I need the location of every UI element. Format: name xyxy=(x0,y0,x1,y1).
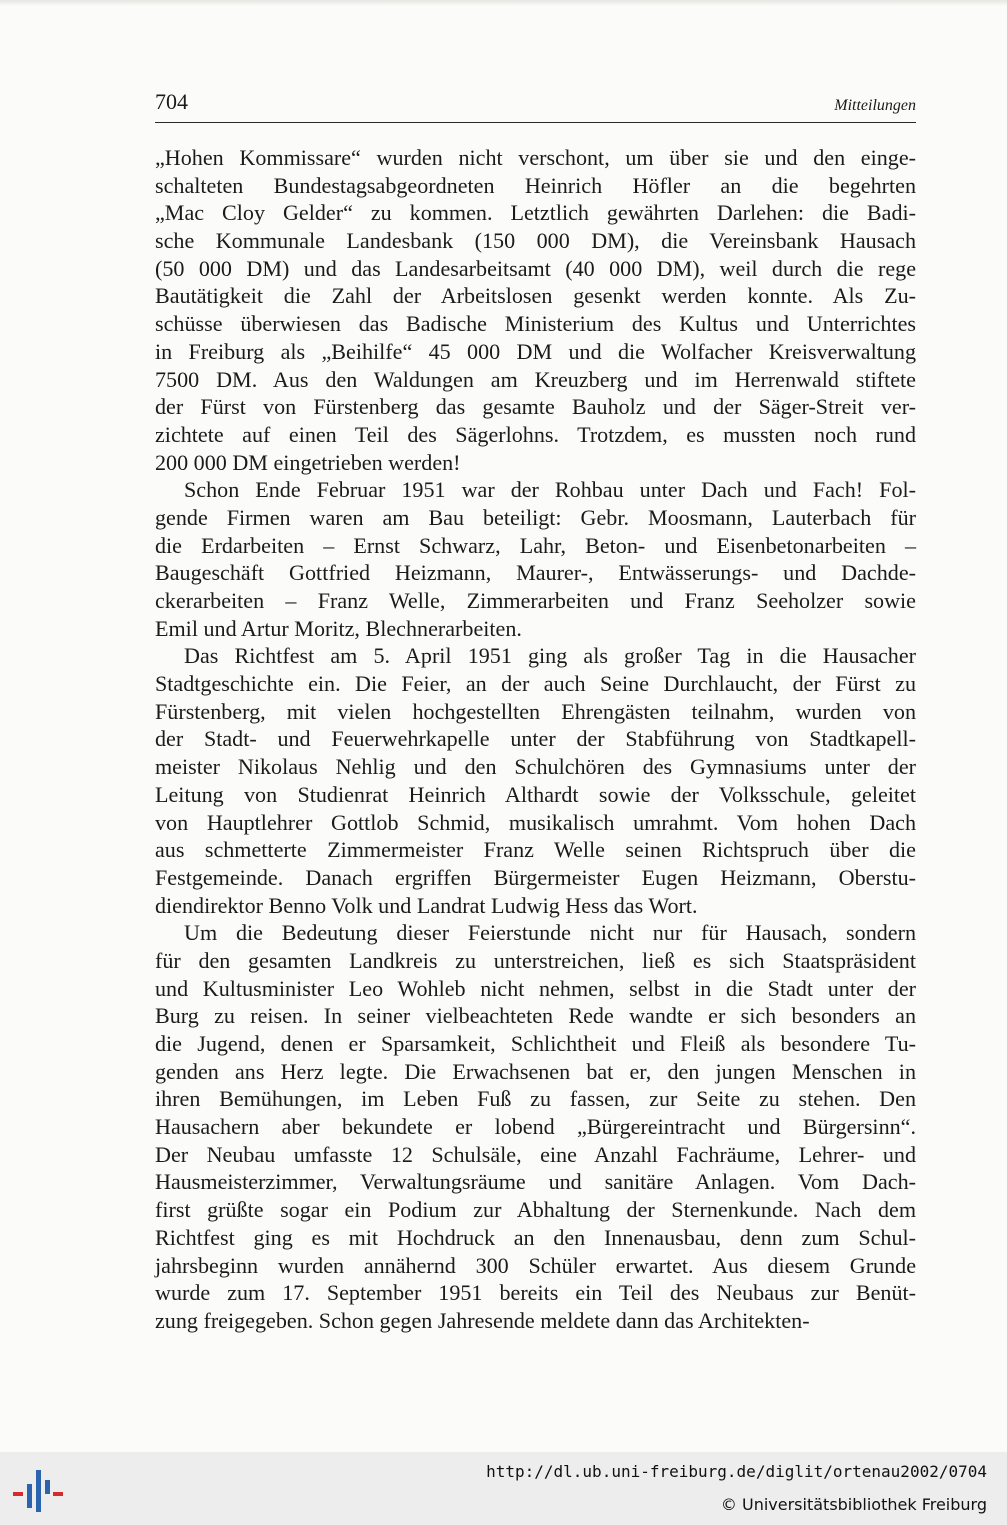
text-line: „Mac Cloy Gelder“ zu kommen. Letztlich gewährten Darlehen: die Badi- xyxy=(155,200,916,226)
text-line: Fürstenberg, mit vielen hochgestellten Ehrengästen teilnahm, wurden von xyxy=(155,698,916,724)
ub-freiburg-logo-icon[interactable] xyxy=(13,1466,63,1516)
text-line: und Kultusminister Leo Wohleb nicht nehmen, selbst in die Stadt unter der xyxy=(155,975,916,1001)
text-line: Stadtgeschichte ein. Die Feier, an der auch Seine Durchlaucht, der Fürst zu xyxy=(155,671,916,697)
text-line: von Hauptlehrer Gottlob Schmid, musikalisch umrahmt. Vom hohen Dach xyxy=(155,809,916,835)
text-line: Der Neubau umfasste 12 Schulsäle, eine Anzahl Fachräume, Lehrer- und xyxy=(155,1141,916,1167)
text-line: Emil und Artur Moritz, Blechnerarbeiten. xyxy=(155,615,522,641)
text-line: sche Kommunale Landesbank (150 000 DM), die Vereinsbank Hausach xyxy=(155,228,916,254)
page-header xyxy=(155,88,916,123)
text-line: Richtfest ging es mit Hochdruck an den Innenausbau, denn zum Schul- xyxy=(155,1224,916,1250)
text-line: zichtete auf einen Teil des Sägerlohns. Trotzdem, es mussten noch rund xyxy=(155,421,916,447)
text-line: die Jugend, denen er Sparsamkeit, Schlichtheit und Fleiß als besondere Tu- xyxy=(155,1031,916,1056)
page-number: 704 xyxy=(155,89,188,114)
paragraph xyxy=(155,476,916,642)
text-line: first grüßte sogar ein Podium zur Abhaltung der Sternenkunde. Nach dem xyxy=(155,1197,916,1223)
page-edge-shadow xyxy=(0,0,1007,6)
text-line: Hausmeisterzimmer, Verwaltungsräume und sanitäre Anlagen. Vom Dach- xyxy=(155,1169,916,1195)
text-line: schalteten Bundestagsabgeordneten Heinrich Höfler an die begehrten xyxy=(155,172,916,198)
running-title: Mitteilungen xyxy=(834,97,916,114)
text-line: Um die Bedeutung dieser Feierstunde nicht nur für Hausach, sondern xyxy=(184,920,916,946)
text-line: meister Nikolaus Nehlig und den Schulchören des Gymnasiums unter der xyxy=(155,754,916,780)
text-line: der Fürst von Fürstenberg das gesamte Bauholz und der Säger-Streit ver- xyxy=(155,394,916,420)
text-line: Bautätigkeit die Zahl der Arbeitslosen gesenkt werden konnte. Als Zu- xyxy=(155,283,916,309)
text-line: Festgemeinde. Danach ergriffen Bürgermeister Eugen Heizmann, Oberstu- xyxy=(155,864,916,890)
text-line: für den gesamten Landkreis zu unterstreichen, ließ es sich Staatspräsident xyxy=(155,947,916,973)
body-text xyxy=(155,144,916,1335)
text-line: zung freigegeben. Schon gegen Jahresende meldete dann das Architekten- xyxy=(155,1307,810,1333)
text-line: aus schmetterte Zimmermeister Franz Welle seinen Richtspruch über die xyxy=(155,837,916,863)
text-line: „Hohen Kommissare“ wurden nicht verschont, um über sie und den einge- xyxy=(155,145,916,170)
text-line: der Stadt- und Feuerwehrkapelle unter der Stabführung von Stadtkapell- xyxy=(155,726,916,752)
paragraph xyxy=(155,642,916,919)
text-line: die Erdarbeiten – Ernst Schwarz, Lahr, Beton- und Eisenbetonarbeiten – xyxy=(155,532,916,558)
text-line: 7500 DM. Aus den Waldungen am Kreuzberg und im Herrenwald stiftete xyxy=(155,366,916,392)
text-line: schüsse überwiesen das Badische Ministerium des Kultus und Unterrichtes xyxy=(155,311,916,337)
text-line: jahrsbeginn wurden annähernd 300 Schüler erwartet. Aus diesem Grunde xyxy=(155,1252,916,1278)
copyright-notice: © Universitätsbibliothek Freiburg xyxy=(720,1495,987,1514)
text-line: in Freiburg als „Beihilfe“ 45 000 DM und die Wolfacher Kreisverwaltung xyxy=(155,338,916,364)
text-line: (50 000 DM) und das Landesarbeitsamt (40 000 DM), weil durch die rege xyxy=(155,255,916,281)
text-line: diendirektor Benno Volk und Landrat Ludwig Hess das Wort. xyxy=(155,892,698,918)
paragraph xyxy=(155,919,916,1334)
text-line: Leitung von Studienrat Heinrich Althardt sowie der Volksschule, geleitet xyxy=(155,781,916,807)
text-line: gende Firmen waren am Bau beteiligt: Gebr. Moosmann, Lauterbach für xyxy=(155,504,916,530)
text-line: 200 000 DM eingetrieben werden! xyxy=(155,449,461,475)
text-line: Baugeschäft Gottfried Heizmann, Maurer-, Entwässerungs- und Dachde- xyxy=(155,560,916,586)
text-line: ihren Bemühungen, im Leben Fuß zu fassen, zur Seite zu stehen. Den xyxy=(155,1086,916,1112)
permalink-url[interactable]: http://dl.ub.uni-freiburg.de/diglit/ortenau2002/0704 xyxy=(486,1462,987,1481)
text-line: ckerarbeiten – Franz Welle, Zimmerarbeiten und Franz Seeholzer sowie xyxy=(155,588,916,613)
paragraph xyxy=(155,144,916,476)
text-line: Das Richtfest am 5. April 1951 ging als großer Tag in die Hausacher xyxy=(184,643,916,669)
text-line: Schon Ende Februar 1951 war der Rohbau unter Dach und Fach! Fol- xyxy=(184,477,916,503)
text-line: Hausachern aber bekundete er lobend „Bürgereintracht und Bürgersinn“. xyxy=(155,1114,916,1140)
text-line: genden ans Herz legte. Die Erwachsenen bat er, den jungen Menschen in xyxy=(155,1058,916,1084)
text-line: wurde zum 17. September 1951 bereits ein Teil des Neubaus zur Benüt- xyxy=(155,1280,916,1306)
text-line: Burg zu reisen. In seiner vielbeachteten Rede wandte er sich besonders an xyxy=(155,1003,916,1029)
